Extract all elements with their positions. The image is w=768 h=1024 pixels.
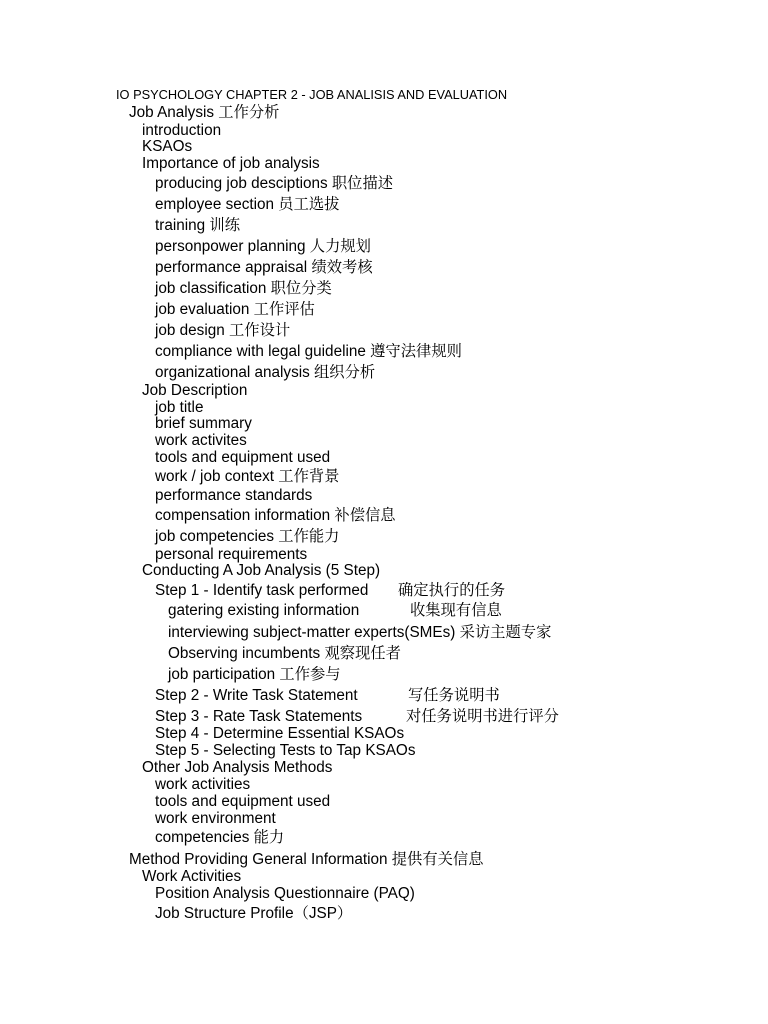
step-label: Step 5 - Selecting Tests to Tap KSAOs [155, 742, 416, 759]
work-activities-item: Position Analysis Questionnaire (PAQ) [155, 885, 415, 902]
other-method-item: tools and equipment used [155, 793, 331, 810]
step-method-translation: 收集现有信息 [410, 602, 502, 619]
job-description-item: tools and equipment used [155, 449, 331, 466]
other-method-item: work environment [155, 810, 276, 827]
importance-item: job evaluation 工作评估 [155, 301, 315, 318]
topic-item-ksaos: KSAOs [142, 138, 193, 155]
importance-item: producing job desciptions 职位描述 [155, 175, 394, 192]
other-method-item: competencies 能力 [155, 829, 285, 846]
subheading-work-activities: Work Activities [142, 868, 242, 885]
document-title: IO PSYCHOLOGY CHAPTER 2 - JOB ANALISIS AND EVALUATION [116, 87, 508, 102]
job-description-item: job competencies 工作能力 [155, 528, 340, 545]
step-method-label: job participation 工作参与 [168, 666, 341, 683]
topic-item-introduction: introduction [142, 122, 222, 139]
section-heading-general-information: Method Providing General Information 提供有关信息 [129, 851, 484, 868]
section-heading-job-analysis: Job Analysis 工作分析 [129, 104, 280, 121]
importance-item: training 训练 [155, 217, 241, 234]
subheading-other-methods: Other Job Analysis Methods [142, 759, 333, 776]
step-label: Step 4 - Determine Essential KSAOs [155, 725, 405, 742]
job-description-item: brief summary [155, 415, 252, 432]
job-description-item: work activites [155, 432, 247, 449]
subheading-job-description: Job Description [142, 382, 248, 399]
job-description-item: work / job context 工作背景 [155, 468, 340, 485]
step-label: Step 2 - Write Task Statement [155, 687, 358, 704]
work-activities-item: Job Structure Profile（JSP） [155, 905, 353, 922]
step-method-label: Observing incumbents 观察现任者 [168, 645, 401, 662]
step-label: Step 3 - Rate Task Statements [155, 708, 363, 725]
job-description-item: job title [155, 399, 204, 416]
job-description-item: compensation information 补偿信息 [155, 507, 396, 524]
step-translation: 确定执行的任务 [398, 582, 506, 599]
subheading-importance: Importance of job analysis [142, 155, 320, 172]
importance-item: personpower planning 人力规划 [155, 238, 371, 255]
step-translation: 写任务说明书 [408, 687, 500, 704]
step-method-label: interviewing subject-matter experts(SMEs) 采访主题专家 [168, 624, 552, 641]
subheading-conducting-job-analysis: Conducting A Job Analysis (5 Step) [142, 562, 381, 579]
other-method-item: work activities [155, 776, 251, 793]
job-description-item: personal requirements [155, 546, 308, 563]
importance-item: job design 工作设计 [155, 322, 291, 339]
step-method-label: gatering existing information [168, 602, 360, 619]
importance-item: compliance with legal guideline 遵守法律规则 [155, 343, 462, 360]
importance-item: job classification 职位分类 [155, 280, 332, 297]
importance-item: employee section 员工选拔 [155, 196, 340, 213]
importance-item: performance appraisal 绩效考核 [155, 259, 373, 276]
job-description-item: performance standards [155, 487, 313, 504]
step-label: Step 1 - Identify task performed [155, 582, 369, 599]
step-translation: 对任务说明书进行评分 [406, 708, 559, 725]
importance-item: organizational analysis 组织分析 [155, 364, 376, 381]
